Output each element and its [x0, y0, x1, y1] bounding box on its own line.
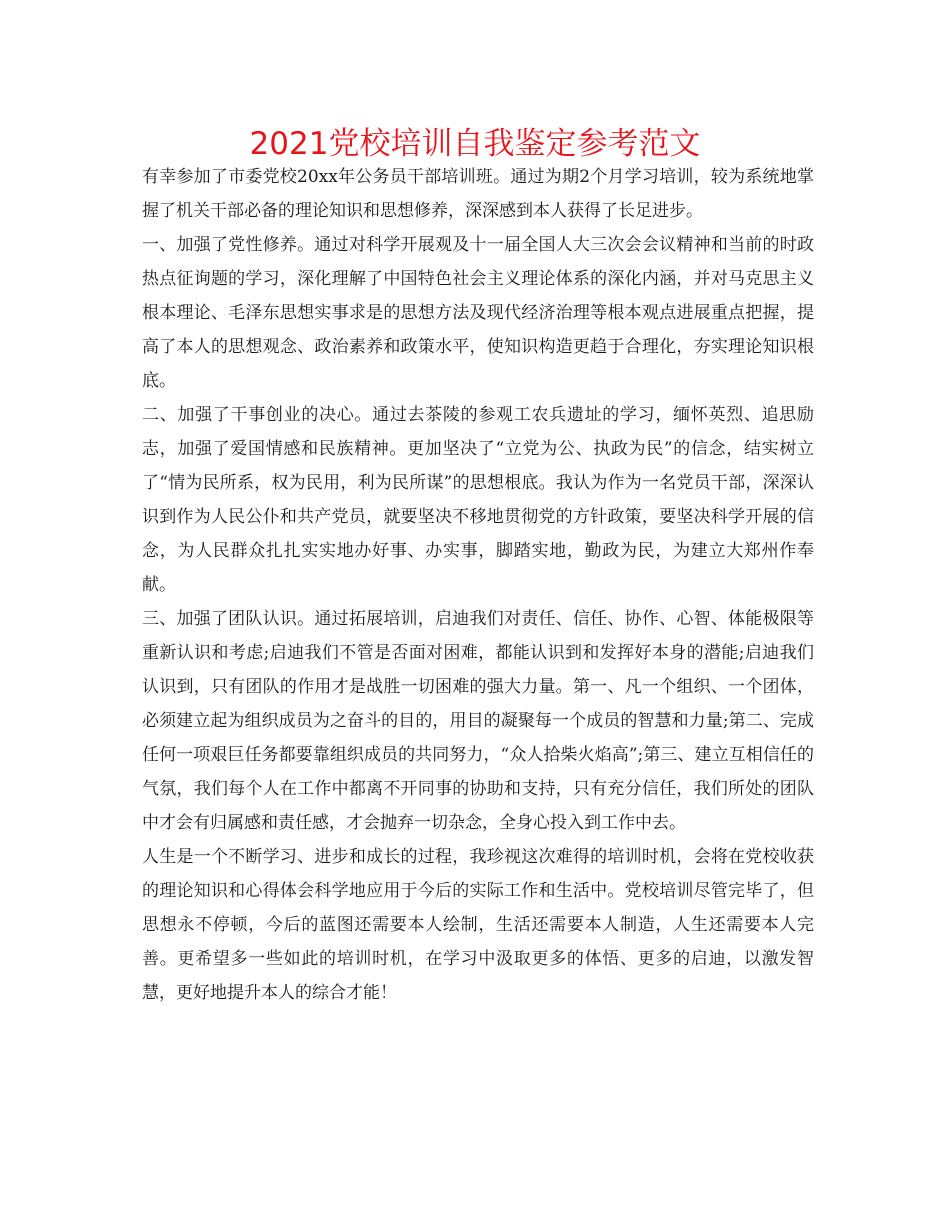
paragraph-conclusion: 人生是一个不断学习、进步和成长的过程，我珍视这次难得的培训时机，会将在党校收获的理论知识和心得体会科学地应用于今后的实际工作和生活中。党校培训尽管完毕了，但思想永不停顿，今后的蓝图还需要本人绘制，生活还需要本人制造，人生还需要本人完善。更希望多一些如此的培训时机，在学习中汲取更多的体悟、更多的启迪，以激发智慧，更好地提升本人的综合才能！ [142, 847, 814, 1003]
paragraph-determination: 二、加强了干事创业的决心。通过去茶陵的参观工农兵遗址的学习，缅怀英烈、追思励志，加强了爱国情感和民族精神。更加坚决了“立党为公、执政为民”的信念，结实树立了“情为民所系，权为民用，利为民所谋”的思想根底。我认为作为一名党员干部，深深认识到作为人民公仆和共产党员，就要坚决不移地贯彻党的方针政策，要坚决科学开展的信念，为人民群众扎扎实实地办好事、办实事，脚踏实地，勤政为民，为建立大郑州作奉献。 [142, 405, 814, 595]
document-title: 2021党校培训自我鉴定参考范文 [249, 126, 701, 162]
paragraph-party-spirit: 一、加强了党性修养。通过对科学开展观及十一届全国人大三次会会议精神和当前的时政热点征询题的学习，深化理解了中国特色社会主义理论体系的深化内涵，并对马克思主义根本理论、毛泽东思想实事求是的思想方法及现代经济治理等根本观点进展重点把握，提高了本人的思想观念、政治素养和政策水平，使知识构造更趋于合理化，夯实理论知识根底。 [142, 235, 814, 391]
paragraph-intro: 有幸参加了市委党校20xx年公务员干部培训班。通过为期2个月学习培训，较为系统地掌握了机关干部必备的理论知识和思想修养，深深感到本人获得了长足进步。 [142, 167, 814, 221]
document-body [142, 160, 814, 1010]
paragraph-teamwork: 三、加强了团队认识。通过拓展培训，启迪我们对责任、信任、协作、心智、体能极限等重新认识和考虑;启迪我们不管是否面对困难，都能认识到和发挥好本身的潜能;启迪我们认识到，只有团队的作用才是战胜一切困难的强大力量。第一、凡一个组织、一个团体，必须建立起为组织成员为之奋斗的目的，用目的凝聚每一个成员的智慧和力量;第二、完成任何一项艰巨任务都要靠组织成员的共同努力，“众人拾柴火焰高”;第三、建立互相信任的气氛，我们每个人在工作中都离不开同事的协助和支持，只有充分信任，我们所处的团队中才会有归属感和责任感，才会抛弃一切杂念，全身心投入到工作中去。 [142, 609, 814, 833]
